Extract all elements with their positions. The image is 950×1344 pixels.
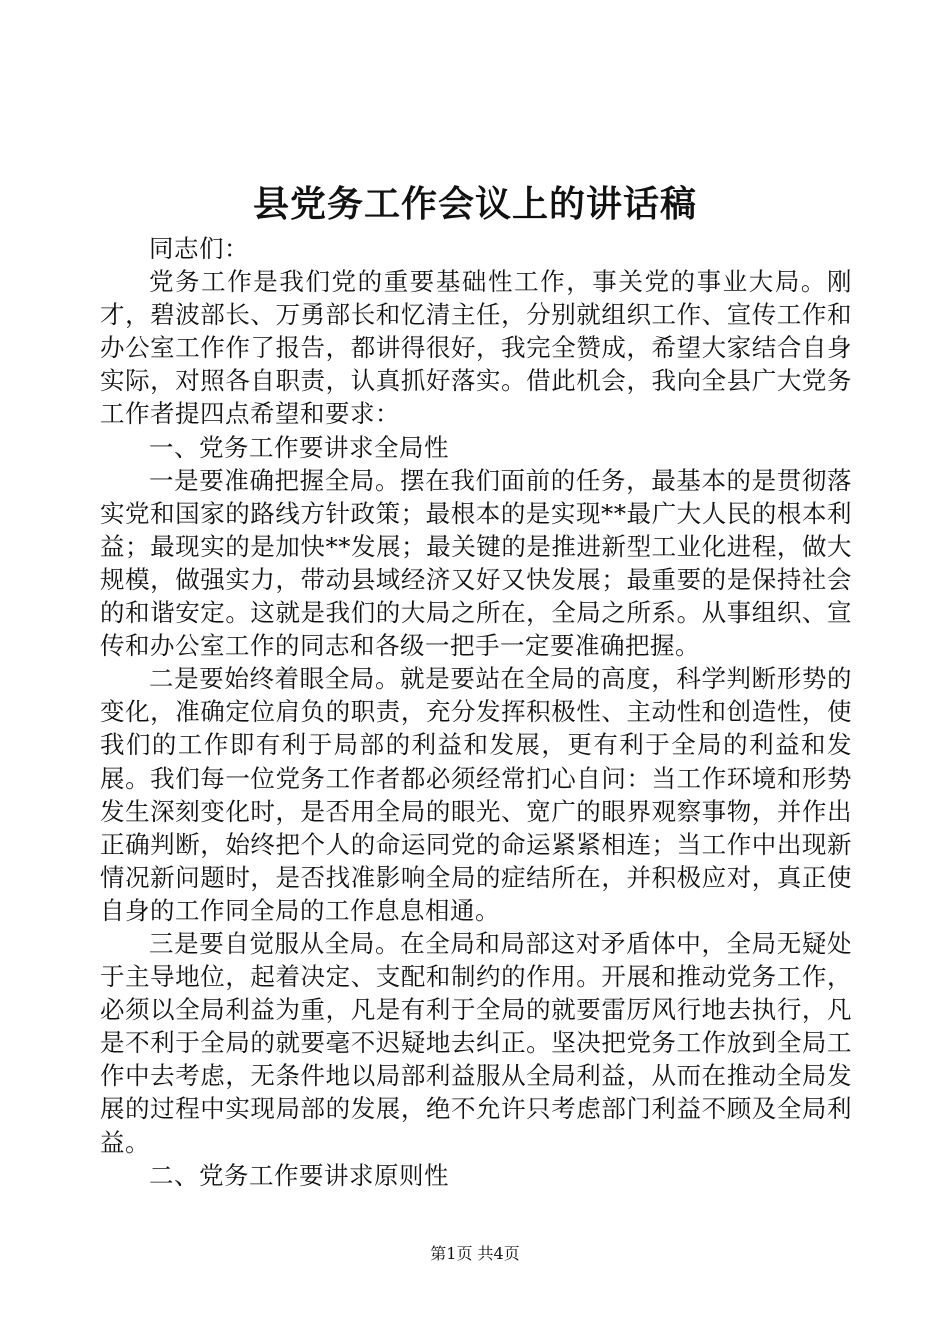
document-title: 县党务工作会议上的讲话稿 <box>252 183 697 225</box>
page-number-footer: 第1页 共4页 <box>430 1244 520 1263</box>
body-paragraph: 二是要始终着眼全局。就是要站在全局的高度，科学判断形势的变化，准确定位肩负的职责，充分发挥积极性、主动性和创造性，使我们的工作即有利于局部的利益和发展，更有利于全局的利益和发展。我们每一位党务工作者都必须经常扪心自问：当工作环境和形势发生深刻变化时，是否用全局的眼光、宽广的眼界观察事物，并作出正确判断，始终把个人的命运同党的命运紧紧相连；当工作中出现新情况新问题时，是否找准影响全局的症结所在，并积极应对，真正使自身的工作同全局的工作息息相通。 <box>100 664 852 925</box>
section-heading-2: 二、党务工作要讲求原则性 <box>149 1160 449 1190</box>
section-heading-1: 一、党务工作要讲求全局性 <box>149 432 449 462</box>
body-paragraph: 一是要准确把握全局。摆在我们面前的任务，最基本的是贯彻落实党和国家的路线方针政策；最根本的是实现**最广大人民的根本利益；最现实的是加快**发展；最关键的是推进新型工业化进程，做大规模，做强实力，带动县域经济又好又快发展；最重要的是保持社会的和谐安定。这就是我们的大局之所在，全局之所系。从事组织、宣传和办公室工作的同志和各级一把手一定要准确把握。 <box>100 465 852 661</box>
body-paragraph: 三是要自觉服从全局。在全局和局部这对矛盾体中，全局无疑处于主导地位，起着决定、支配和制约的作用。开展和推动党务工作，必须以全局利益为重，凡是有利于全局的就要雷厉风行地去执行，凡是不利于全局的就要毫不迟疑地去纠正。坚决把党务工作放到全局工作中去考虑，无条件地以局部利益服从全局利益，从而在推动全局发展的过程中实现局部的发展，绝不允许只考虑部门利益不顾及全局利益。 <box>100 928 852 1157</box>
salutation: 同志们： <box>149 234 249 263</box>
document-body <box>100 232 852 1192</box>
intro-paragraph: 党务工作是我们党的重要基础性工作，事关党的事业大局。刚才，碧波部长、万勇部长和忆清主任，分别就组织工作、宣传工作和办公室工作作了报告，都讲得很好，我完全赞成，希望大家结合自身实际，对照各自职责，认真抓好落实。借此机会，我向全县广大党务工作者提四点希望和要求： <box>100 267 852 429</box>
